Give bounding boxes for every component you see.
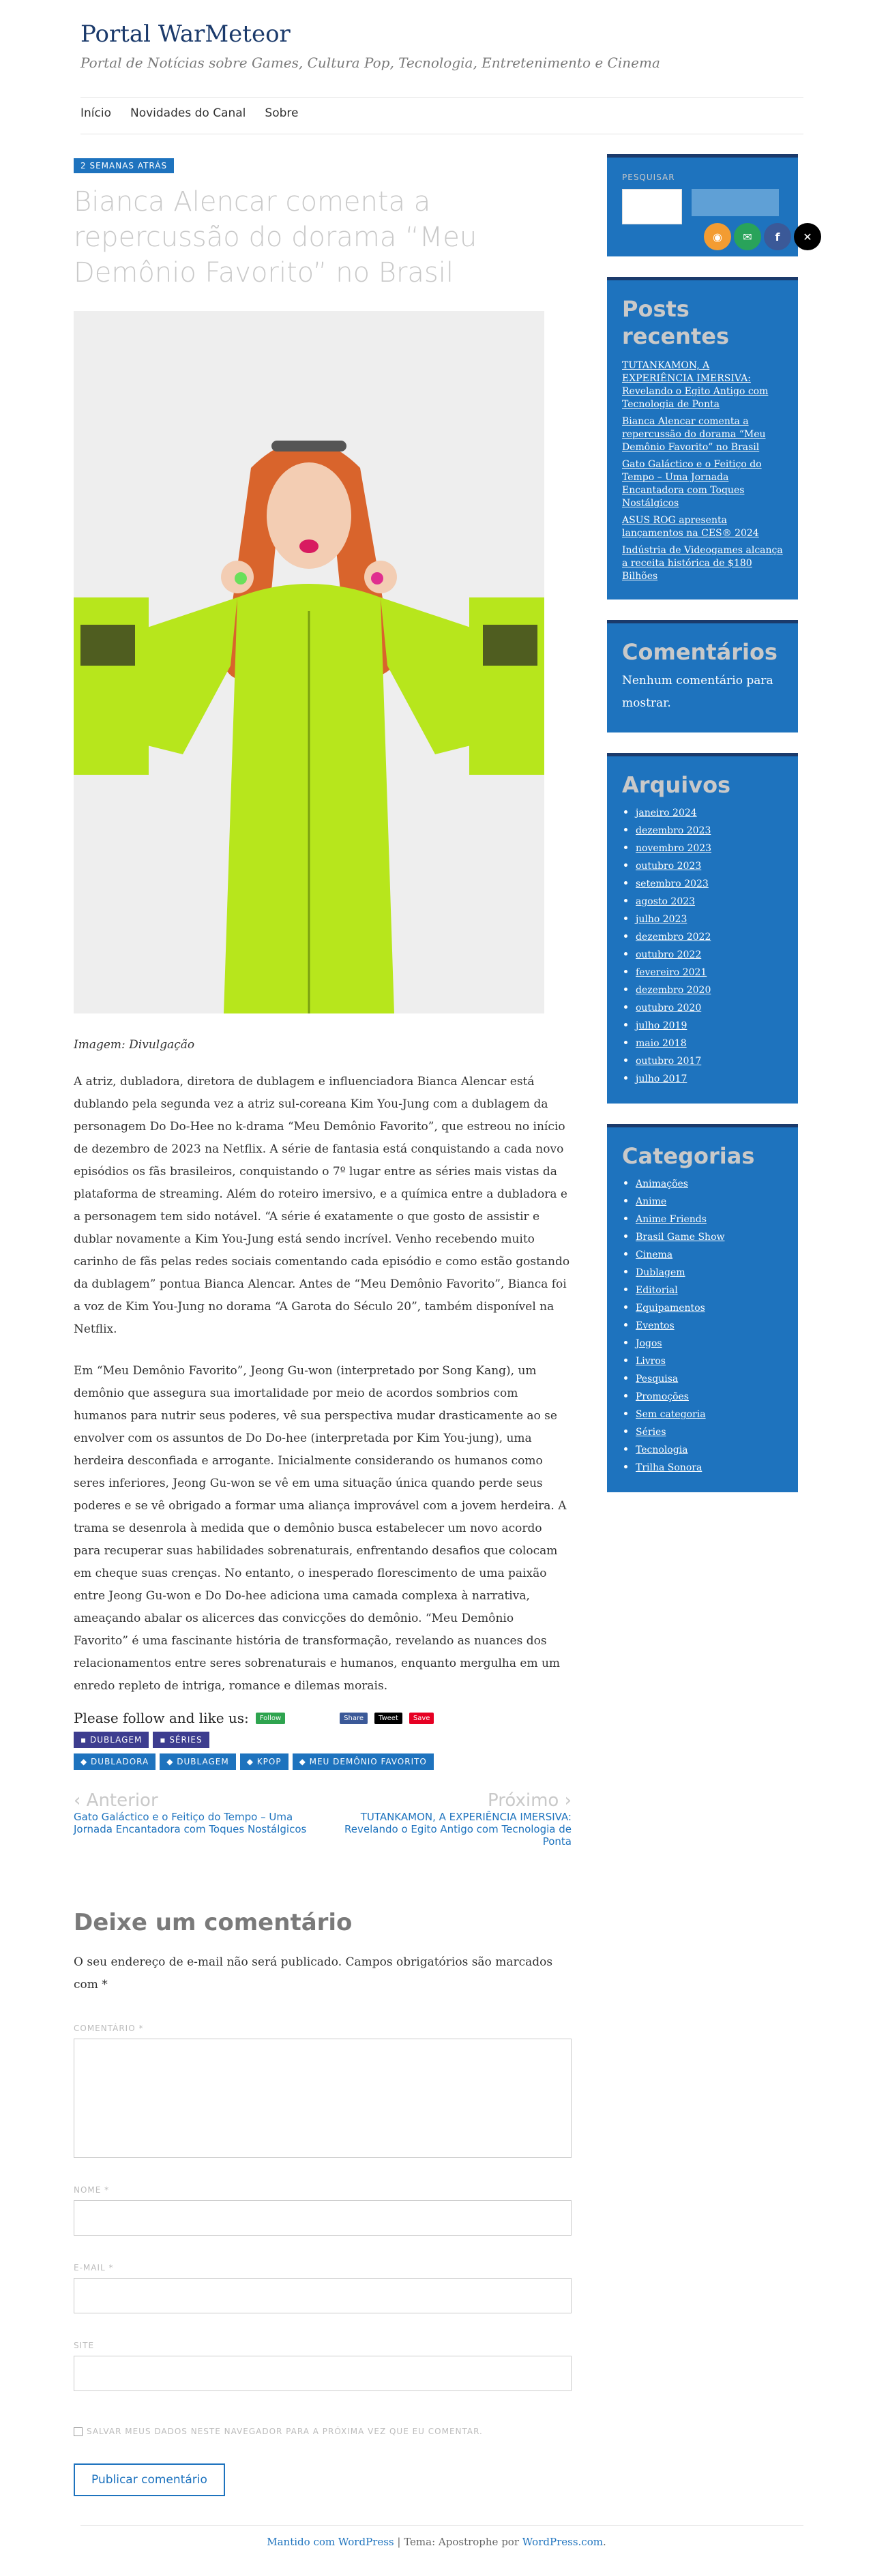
- archive-link[interactable]: julho 2023: [636, 914, 687, 925]
- tag-icon: ◆: [246, 1757, 257, 1766]
- archive-link[interactable]: outubro 2020: [636, 1003, 702, 1013]
- nav-item-novidades[interactable]: Novidades do Canal: [130, 106, 246, 120]
- category-link[interactable]: Brasil Game Show: [636, 1232, 725, 1243]
- tweet-button[interactable]: Tweet: [374, 1713, 402, 1724]
- tag-icon: ◆: [80, 1757, 91, 1766]
- reply-title: Deixe um comentário: [74, 1909, 353, 1936]
- archive-link[interactable]: maio 2018: [636, 1038, 687, 1049]
- search-label: PESQUISAR: [622, 173, 675, 182]
- category-link[interactable]: Anime: [636, 1196, 667, 1207]
- archives-widget: [607, 753, 798, 1104]
- category-link[interactable]: Eventos: [636, 1320, 675, 1331]
- next-post-link[interactable]: TUTANKAMON, A EXPERIÊNCIA IMERSIVA: Revelando o Egito Antigo com Tecnologia de Ponta: [344, 1811, 572, 1848]
- folder-icon: ▪: [160, 1735, 170, 1745]
- categories-title: Categorias: [622, 1143, 755, 1169]
- search-row: [622, 189, 812, 243]
- footer-text: | Tema: Apostrophe por: [394, 2536, 522, 2548]
- share-row: [74, 1710, 572, 1726]
- category-link[interactable]: Cinema: [636, 1249, 673, 1260]
- featured-image: [74, 311, 544, 1013]
- comment-textarea[interactable]: [74, 2039, 572, 2158]
- category-link[interactable]: Sem categoria: [636, 1409, 706, 1420]
- category-link[interactable]: Editorial: [636, 1285, 678, 1296]
- social-icons: [704, 223, 821, 250]
- name-input[interactable]: [74, 2200, 572, 2236]
- recent-posts-widget: [607, 277, 798, 599]
- category-link[interactable]: Jogos: [636, 1338, 662, 1349]
- pinterest-save-button[interactable]: Save: [409, 1713, 434, 1724]
- category-series[interactable]: ▪ SÉRIES: [153, 1732, 209, 1748]
- recent-post-link[interactable]: Bianca Alencar comenta a repercussão do dorama “Meu Demônio Favorito” no Brasil: [622, 416, 766, 453]
- site-title[interactable]: Portal WarMeteor: [80, 20, 291, 48]
- wordpress-credit-link[interactable]: Mantido com WordPress: [267, 2536, 394, 2548]
- previous-post-link[interactable]: Gato Galáctico e o Feitiço do Tempo – Uma Jornada Encantadora com Toques Nostálgicos: [74, 1811, 307, 1835]
- archive-link[interactable]: dezembro 2022: [636, 932, 711, 943]
- archive-link[interactable]: julho 2019: [636, 1020, 687, 1031]
- archive-link[interactable]: janeiro 2024: [636, 808, 697, 818]
- tag-icon: ◆: [299, 1757, 310, 1766]
- comments-empty: Nenhum comentário para mostrar.: [622, 674, 773, 710]
- tag-kpop[interactable]: ◆ KPOP: [240, 1753, 288, 1770]
- category-link[interactable]: Livros: [636, 1356, 666, 1367]
- recent-post-link[interactable]: TUTANKAMON, A EXPERIÊNCIA IMERSIVA: Revelando o Egito Antigo com Tecnologia de Ponta: [622, 360, 769, 410]
- site-input[interactable]: [74, 2356, 572, 2391]
- post-title: Bianca Alencar comenta a repercussão do dorama “Meu Demônio Favorito” no Brasil: [74, 186, 477, 288]
- next-post[interactable]: Próximo › TUTANKAMON, A EXPERIÊNCIA IMERSIVA: Revelando o Egito Antigo com Tecnologia de Ponta: [326, 1790, 572, 1848]
- recent-post-link[interactable]: ASUS ROG apresenta lançamentos na CES® 2024: [622, 515, 759, 539]
- image-caption: Imagem: Divulgação: [74, 1038, 195, 1052]
- site-label: SITE: [74, 2341, 95, 2350]
- category-link[interactable]: Pesquisa: [636, 1374, 679, 1385]
- site-description: Portal de Notícias sobre Games, Cultura Pop, Tecnologia, Entretenimento e Cinema: [80, 55, 660, 71]
- recent-posts-title: Posts recentes: [622, 296, 729, 349]
- save-data-label: SALVAR MEUS DADOS NESTE NAVEGADOR PARA A PRÓXIMA VEZ QUE EU COMENTAR.: [87, 2427, 483, 2436]
- archive-link[interactable]: dezembro 2023: [636, 825, 711, 836]
- featured-illustration: [74, 311, 544, 1013]
- category-link[interactable]: Séries: [636, 1427, 666, 1438]
- email-icon[interactable]: ✉: [734, 223, 761, 250]
- tag-dublagem[interactable]: ◆ DUBLAGEM: [160, 1753, 236, 1770]
- tag-dubladora[interactable]: ◆ DUBLADORA: [74, 1753, 156, 1770]
- post-paragraph-1: A atriz, dubladora, diretora de dublagem e influenciadora Bianca Alencar está dublando pela segunda vez a atriz sul-coreana Kim You-Jung com a dublagem da personagem Do Do-Hee no k-drama “Meu Demônio Favorito”, que estreou no início de dezembro de 2023 na Netflix. A série de fantasia está conquistando a cada novo episódios os fãs brasileiros, conquistando o 7º lugar entre as séries mais vistas da plataforma de streaming. Além do roteiro imersivo, e a química entre a dubladora e a personagem tem sido notável. “A série é exatamente o que gosto de assistir e dublar novamente a Kim You-Jung está sendo incrível. Venho recebendo muito carinho de fãs pelas redes sociais comentando cada episódio e como estão gostando da dublagem” pontua Bianca Alencar. Antes de “Meu Demônio Favorito”, Bianca foi a voz de Kim You-Jung no dorama “A Garota do Século 20”, também disponível na Netflix.: [74, 1075, 570, 1336]
- follow-label: Please follow and like us:: [74, 1710, 249, 1726]
- category-link[interactable]: Promoções: [636, 1391, 689, 1402]
- archive-link[interactable]: outubro 2023: [636, 861, 702, 872]
- previous-post[interactable]: ‹ Anterior Gato Galáctico e o Feitiço do Tempo – Uma Jornada Encantadora com Toques Nostálgicos: [74, 1790, 319, 1848]
- site-header: [80, 20, 803, 71]
- main-nav: [80, 106, 298, 120]
- facebook-share-button[interactable]: Share: [340, 1713, 368, 1724]
- comments-widget: [607, 620, 798, 732]
- chevron-right-icon: ›: [559, 1790, 572, 1811]
- category-link[interactable]: Dublagem: [636, 1267, 685, 1278]
- category-list: [74, 1732, 572, 1748]
- archive-link[interactable]: outubro 2017: [636, 1056, 702, 1067]
- archive-link[interactable]: novembro 2023: [636, 843, 712, 854]
- comment-label: COMENTÁRIO *: [74, 2024, 144, 2033]
- tag-icon: ◆: [166, 1757, 177, 1766]
- category-link[interactable]: Tecnologia: [636, 1445, 688, 1455]
- x-icon[interactable]: ✕: [794, 223, 821, 250]
- category-dublagem[interactable]: ▪ DUBLAGEM: [74, 1732, 149, 1748]
- search-button[interactable]: [692, 189, 779, 216]
- save-data-row: [74, 2427, 572, 2436]
- recent-post-link[interactable]: Indústria de Videogames alcança a receita histórica de $180 Bilhões: [622, 545, 783, 582]
- header-divider: [80, 97, 803, 98]
- category-link[interactable]: Trilha Sonora: [636, 1462, 702, 1473]
- archive-link[interactable]: fevereiro 2021: [636, 967, 707, 978]
- nav-item-sobre[interactable]: Sobre: [265, 106, 299, 120]
- comments-title: Comentários: [622, 639, 778, 665]
- tag-list: [74, 1753, 572, 1770]
- category-link[interactable]: Anime Friends: [636, 1214, 707, 1225]
- nav-item-inicio[interactable]: Início: [80, 106, 111, 120]
- save-data-checkbox[interactable]: [74, 2427, 83, 2436]
- submit-comment-button[interactable]: Publicar comentário: [74, 2463, 225, 2496]
- category-link[interactable]: Animações: [636, 1179, 688, 1189]
- footer-end: .: [602, 2536, 606, 2548]
- recent-post-link[interactable]: Gato Galáctico e o Feitiço do Tempo – Uma Jornada Encantadora com Toques Nostálgicos: [622, 459, 762, 509]
- search-widget: [607, 154, 812, 256]
- archive-link[interactable]: julho 2017: [636, 1074, 687, 1084]
- rss-icon[interactable]: ◉: [704, 223, 731, 250]
- sidebar: [607, 154, 812, 1513]
- email-label: E-MAIL *: [74, 2263, 114, 2272]
- tag-meu-demonio-favorito[interactable]: ◆ MEU DEMÔNIO FAVORITO: [293, 1753, 434, 1770]
- follow-button[interactable]: Follow: [256, 1713, 285, 1724]
- archive-link[interactable]: dezembro 2020: [636, 985, 711, 996]
- facebook-icon[interactable]: f: [764, 223, 791, 250]
- archive-link[interactable]: setembro 2023: [636, 878, 709, 889]
- footer-divider: [80, 2525, 803, 2526]
- post-navigation: [74, 1790, 572, 1848]
- categories-widget: [607, 1124, 798, 1492]
- email-input[interactable]: [74, 2278, 572, 2313]
- archives-title: Arquivos: [622, 772, 731, 798]
- name-label: NOME *: [74, 2185, 110, 2195]
- main-content: [74, 158, 572, 2496]
- wordpress-com-link[interactable]: WordPress.com: [522, 2536, 603, 2548]
- archive-link[interactable]: outubro 2022: [636, 949, 702, 960]
- footer: [0, 2536, 873, 2548]
- archive-link[interactable]: agosto 2023: [636, 896, 696, 907]
- chevron-left-icon: ‹: [74, 1790, 87, 1811]
- reply-note: O seu endereço de e-mail não será publicado. Campos obrigatórios são marcados com *: [74, 1955, 553, 1992]
- category-link[interactable]: Equipamentos: [636, 1303, 705, 1314]
- post-paragraph-2: Em “Meu Demônio Favorito”, Jeong Gu-won (interpretado por Song Kang), um demônio que assegura sua imortalidade por meio de acordos sombrios com humanos para nutrir seus poderes, vê sua perspectiva mudar drasticamente ao se envolver com os assuntos de Do Do-hee (interpretada por Kim You-jung), uma herdeira desconfiada e arrogante. Inicialmente considerando os humanos como seres inferiores, Jeong Gu-won se vê em uma situação única quando perde seus poderes e se vê obrigado a formar uma aliança improvável com a jovem herdeira. A trama se desenrola à medida que o demônio busca estabelecer um novo acordo para recuperar suas habilidades sobrenaturais, enfrentando desafios que colocam em cheque suas crenças. No entanto, o inesperado florescimento de uma paixão entre Jeong Gu-won e Do Do-hee adiciona uma camada complexa à narrativa, ameaçando abalar os alicerces das convicções do demônio. “Meu Demônio Favorito” é uma fascinante história de transformação, revelando as nuances dos relacionamentos entre seres sobrenaturais e humanos, enquanto mergulha em um enredo repleto de intriga, romance e dilemas morais.: [74, 1364, 567, 1693]
- folder-icon: ▪: [80, 1735, 90, 1745]
- date-badge[interactable]: 2 SEMANAS ATRÁS: [74, 158, 174, 173]
- search-input[interactable]: [622, 189, 682, 224]
